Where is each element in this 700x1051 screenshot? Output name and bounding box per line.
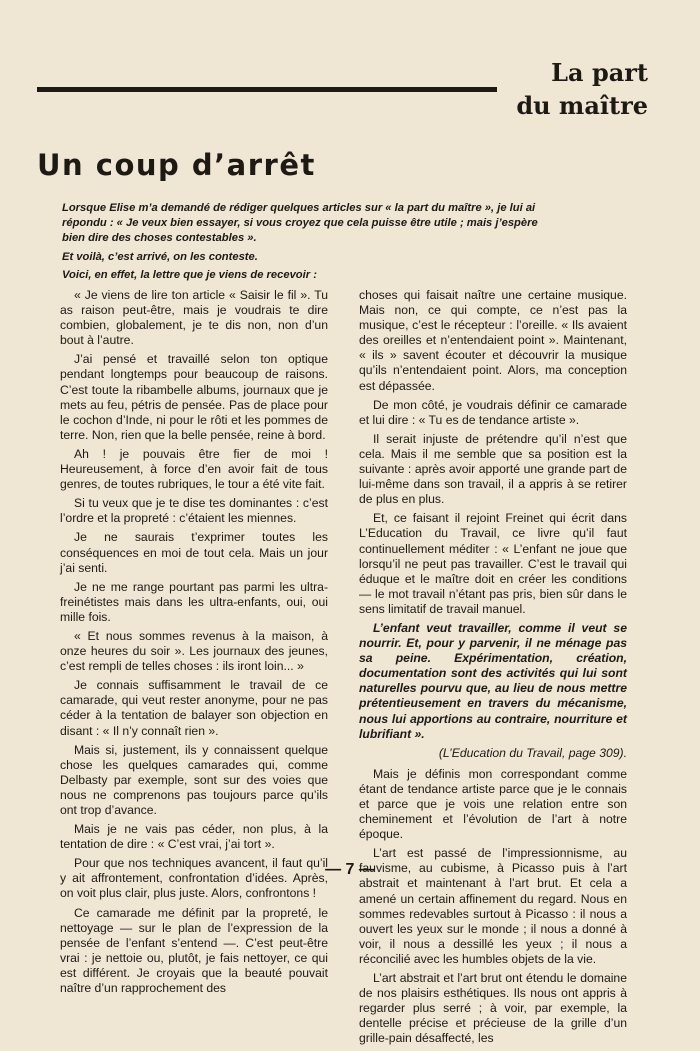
section-title-line2: du maître — [516, 91, 648, 120]
body-paragraph: Et, ce faisant il rejoint Freinet qui écrit dans L’Education du Travail, ce livre qu’il faut continuellement méditer : « L’enfant ne joue que lorsqu’il ne peut pas travailler. C’est le travail qui éduque et le maître doit en créer les conditions — le mot travail n’étant pas pris, bien sûr dans le sens limitatif de travail manuel. — [359, 511, 627, 616]
quote-citation: (L’Education du Travail, page 309). — [438, 745, 627, 760]
intro-paragraph: Et voilà, c’est arrivé, on les conteste. — [62, 250, 258, 263]
body-paragraph: L’art est passé de l’impressionnisme, au fauvisme, au cubisme, à Picasso puis à l’art abstrait et maintenant à l’art brut. Et cela a amené un certain affinement du regard. Nous en sommes redevables surtout à Picasso : il nous a ouvert les yeux sur le monde ; il nous a donné à voir, il nous a dessillé les yeux ; il nous a réconcilié avec les humbles objets de la vie. — [359, 846, 627, 966]
body-paragraph: Mais je définis mon correspondant comme étant de tendance artiste parce que je le connais et parce que je vois une relation entre son cheminement et l’évolution de l’art à notre époque. — [359, 766, 627, 842]
body-paragraph: Pour que nos techniques avancent, il faut qu’il y ait affrontement, confrontation d’idées. Après, on voit plus clair, plus juste. Alors, confrontons ! — [60, 856, 328, 901]
body-paragraph: Je ne me range pourtant pas parmi les ultra-freinétistes mais dans les ultra-enfants, oui, oui mille fois. — [60, 579, 328, 624]
body-paragraph: Mais je ne vais pas céder, non plus, à la tentation de dire : « C’est vrai, j’ai tort ». — [60, 822, 328, 852]
body-paragraph: De mon côté, je voudrais définir ce camarade et lui dire : « Tu es de tendance artiste ». — [359, 397, 627, 427]
intro-paragraph: Voici, en effet, la lettre que je viens de recevoir : — [62, 268, 317, 281]
body-paragraph: J’ai pensé et travaillé selon ton optique pendant longtemps pour beaucoup de raisons. C’est toute la ribambelle albums, journaux que je mets au feu, pétris de pensée. Pas de place pour le cochon d’Inde, ni pour le rôti et les pommes de terre. Non, rien que la belle pensée, reine à bord. — [60, 352, 328, 442]
section-title — [516, 56, 648, 122]
body-paragraph: Ah ! je pouvais être fier de moi ! Heureusement, à force d’en avoir fait de tous genres, de toutes rubriques, le tour a été vite fait. — [60, 446, 328, 492]
page-number: — 7 — — [325, 861, 375, 878]
body-paragraph: Je ne saurais t’exprimer toutes les conséquences en moi de tout cela. Mais un jour j’ai senti. — [60, 530, 328, 575]
intro-paragraph: Lorsque Elise m’a demandé de rédiger quelques articles sur « la part du maître », je lui ai répondu : « Je veux bien essayer, si vous croyez que cela puisse être utile ; mais j’espère bien dire des choses contestables ». — [62, 202, 538, 245]
body-paragraph: L’art abstrait et l’art brut ont étendu le domaine de nos plaisirs esthétiques. Ils nous ont appris à regarder plus serré ; à voir, par exemple, la dentelle précise et précieuse de la grille d’un grille-pain désaffecté, les — [359, 971, 627, 1046]
right-column — [359, 288, 627, 1051]
body-paragraph: « Et nous sommes revenus à la maison, à onze heures du soir ». Les journaux des jeunes, c’est rempli de telles choses : ils iront loin... » — [60, 628, 328, 674]
body-paragraph: Je connais suffisamment le travail de ce camarade, qui veut rester anonyme, pour ne pas céder à la tentation de balayer son objection en disant : « Il n’y connaît rien ». — [60, 678, 328, 738]
body-paragraph: choses qui faisait naître une certaine musique. Mais non, ce qui compte, ce n’est pas la musique, c’est le récepteur : l’oreille. « Ils avaient des oreilles et n’entendaient point ». Maintenant, « ils » savent écouter et découvrir la musique qu’ils n’entendaient point. Alors, ma conception est dépassée. — [359, 288, 627, 393]
freinet-quote: L’enfant veut travailler, comme il veut se nourrir. Et, pour y parvenir, il ne ménage pas sa peine. Expérimentation, création, documentation sont des activités qui lui sont naturelles pourvu que, au lieu de nous mettre prétentieusement en travers du mécanisme, nous lui apportions au contraire, nourriture et lubrifiant ». — [359, 620, 627, 741]
body-paragraph: Mais si, justement, ils y connaissent quelque chose les quelques camarades qui, comme Delbasty par exemple, sont sur des voies que nous ne comprenons pas toujours parce qu’ils ont trop d’avance. — [60, 742, 328, 817]
body-paragraph: Il serait injuste de prétendre qu’il n’est que cela. Mais il me semble que sa position est la suivante : après avoir apporté une grande part de lui-même dans son travail, il a appris à se retirer de plus en plus. — [359, 431, 627, 507]
body-paragraph: Ce camarade me définit par la propreté, le nettoyage — sur le plan de l’expression de la pensée de l’enfant s’entend —. C’est peut-être vrai : je nettoie ou, plutôt, je fais nettoyer, ce qui est différent. Je croyais que la beauté pouvait naître d’un rapprochement des — [60, 905, 328, 996]
header-rule — [37, 87, 497, 92]
body-paragraph: Si tu veux que je te dise tes dominantes : c’est l’ordre et la propreté : c’étaient les miennes. — [60, 496, 328, 526]
article-intro — [62, 201, 552, 286]
left-column — [60, 288, 328, 1000]
article-title: Un coup d’arrêt — [37, 148, 316, 182]
section-title-line1: La part — [551, 58, 648, 87]
body-paragraph: « Je viens de lire ton article « Saisir le fil ». Tu as raison peut-être, mais je voudrais te dire combien, globalement, je te dis non, non d’un bout à l’autre. — [60, 288, 328, 348]
